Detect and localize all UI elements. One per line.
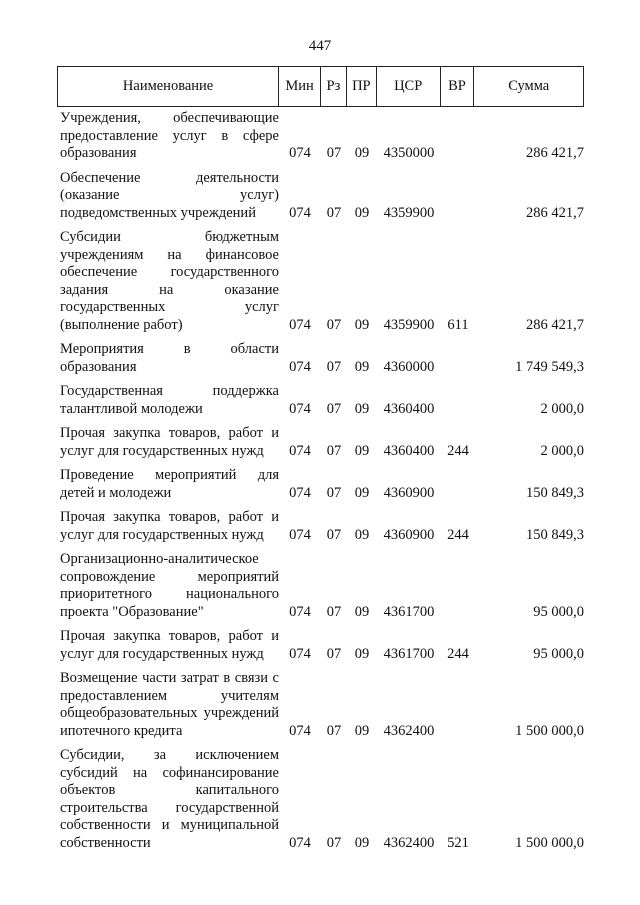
row-csr: 4360400 — [383, 400, 435, 417]
table-row — [60, 667, 584, 744]
row-sum: 95 000,0 — [533, 645, 584, 662]
table-body — [60, 107, 584, 856]
row-min: 074 — [289, 145, 311, 161]
row-pr: 09 — [354, 145, 370, 161]
header-name: Наименование — [58, 67, 279, 106]
row-name: Учреждения, обеспечивающие предоставление услуг в сфере образования — [60, 110, 279, 161]
row-min: 074 — [289, 834, 311, 851]
row-rz: 07 — [326, 400, 342, 417]
row-rz: 07 — [326, 526, 342, 543]
row-name: Возмещение части затрат в связи с предоставлением учителям общеобразовательных учреждений ипотечного кредита — [60, 670, 279, 739]
row-pr: 09 — [354, 204, 370, 221]
row-csr: 4350000 — [383, 145, 435, 161]
row-rz: 07 — [326, 204, 342, 221]
row-pr: 09 — [354, 834, 370, 851]
table-row — [60, 167, 584, 227]
row-rz: 07 — [326, 145, 342, 161]
row-min: 074 — [289, 316, 311, 333]
row-vr: 244 — [447, 526, 469, 543]
row-pr: 09 — [354, 358, 370, 375]
row-vr: 244 — [447, 645, 469, 662]
row-pr: 09 — [354, 442, 370, 459]
row-csr: 4359900 — [383, 316, 435, 333]
row-min: 074 — [289, 358, 311, 375]
row-name: Организационно-аналитическое сопровождение мероприятий приоритетного национального проекта "Образование" — [60, 551, 279, 620]
table-row — [60, 422, 584, 464]
row-min: 074 — [289, 722, 311, 739]
row-pr: 09 — [354, 526, 370, 543]
row-csr: 4359900 — [383, 204, 435, 221]
table-row — [60, 226, 584, 338]
row-csr: 4362400 — [383, 722, 435, 739]
row-sum: 150 849,3 — [526, 526, 584, 543]
header-pr: ПР — [347, 67, 377, 106]
table-row — [60, 744, 584, 856]
row-csr: 4361700 — [383, 645, 435, 662]
row-vr: 244 — [447, 442, 469, 459]
row-name: Мероприятия в области образования — [60, 341, 279, 375]
row-csr: 4360900 — [383, 484, 435, 501]
row-min: 074 — [289, 603, 311, 620]
row-pr: 09 — [354, 645, 370, 662]
page-number: 447 — [308, 38, 332, 54]
row-min: 074 — [289, 204, 311, 221]
row-pr: 09 — [354, 316, 370, 333]
row-rz: 07 — [326, 316, 342, 333]
header-sum: Сумма — [508, 78, 550, 94]
row-name: Прочая закупка товаров, работ и услуг для государственных нужд — [60, 628, 279, 662]
table-row — [60, 380, 584, 422]
row-name: Обеспечение деятельности (оказание услуг) подведомственных учреждений — [60, 169, 279, 221]
row-min: 074 — [289, 645, 311, 662]
row-name: Субсидии бюджетным учреждениям на финансовое обеспечение государственного задания на оказание государственных услуг (выполнение работ) — [60, 229, 279, 333]
table-row — [60, 107, 584, 167]
row-pr: 09 — [354, 484, 370, 501]
row-csr: 4360000 — [383, 358, 435, 375]
table-row — [60, 548, 584, 625]
row-vr: 521 — [447, 834, 469, 851]
header-csr: ЦСР — [377, 67, 441, 106]
row-csr: 4360400 — [383, 442, 435, 459]
row-min: 074 — [289, 400, 311, 417]
row-name: Прочая закупка товаров, работ и услуг для государственных нужд — [60, 509, 279, 543]
row-sum: 1 500 000,0 — [515, 722, 584, 739]
row-min: 074 — [289, 442, 311, 459]
table-header — [57, 66, 584, 107]
row-rz: 07 — [326, 645, 342, 662]
row-sum: 150 849,3 — [526, 484, 584, 501]
row-rz: 07 — [326, 834, 342, 851]
row-min: 074 — [289, 484, 311, 501]
row-csr: 4361700 — [383, 603, 435, 620]
row-sum: 286 421,7 — [526, 204, 584, 221]
header-vr: ВР — [441, 67, 475, 106]
table-row — [60, 625, 584, 667]
row-csr: 4362400 — [383, 834, 435, 851]
row-name: Проведение мероприятий для детей и молодежи — [60, 467, 279, 501]
row-pr: 09 — [354, 400, 370, 417]
row-rz: 07 — [326, 484, 342, 501]
row-sum: 286 421,7 — [526, 316, 584, 333]
row-rz: 07 — [326, 442, 342, 459]
row-vr: 611 — [447, 316, 469, 333]
row-sum: 286 421,7 — [526, 145, 584, 161]
row-name: Субсидии, за исключением субсидий на софинансирование объектов капитального строительства государственной собственности и муниципальной собственности — [60, 747, 279, 851]
table-row — [60, 338, 584, 380]
table-row — [60, 464, 584, 506]
row-sum: 1 749 549,3 — [515, 358, 584, 375]
row-sum: 95 000,0 — [533, 603, 584, 620]
row-min: 074 — [289, 526, 311, 543]
row-sum: 2 000,0 — [540, 442, 584, 459]
row-sum: 1 500 000,0 — [515, 834, 584, 851]
row-pr: 09 — [354, 603, 370, 620]
row-pr: 09 — [354, 722, 370, 739]
row-rz: 07 — [326, 722, 342, 739]
row-sum: 2 000,0 — [540, 400, 584, 417]
row-name: Государственная поддержка талантливой молодежи — [60, 383, 279, 417]
header-rz: Рз — [321, 67, 347, 106]
header-min: Мин — [279, 67, 321, 106]
row-name: Прочая закупка товаров, работ и услуг для государственных нужд — [60, 425, 279, 459]
row-csr: 4360900 — [383, 526, 435, 543]
table-row — [60, 506, 584, 548]
row-rz: 07 — [326, 603, 342, 620]
row-rz: 07 — [326, 358, 342, 375]
